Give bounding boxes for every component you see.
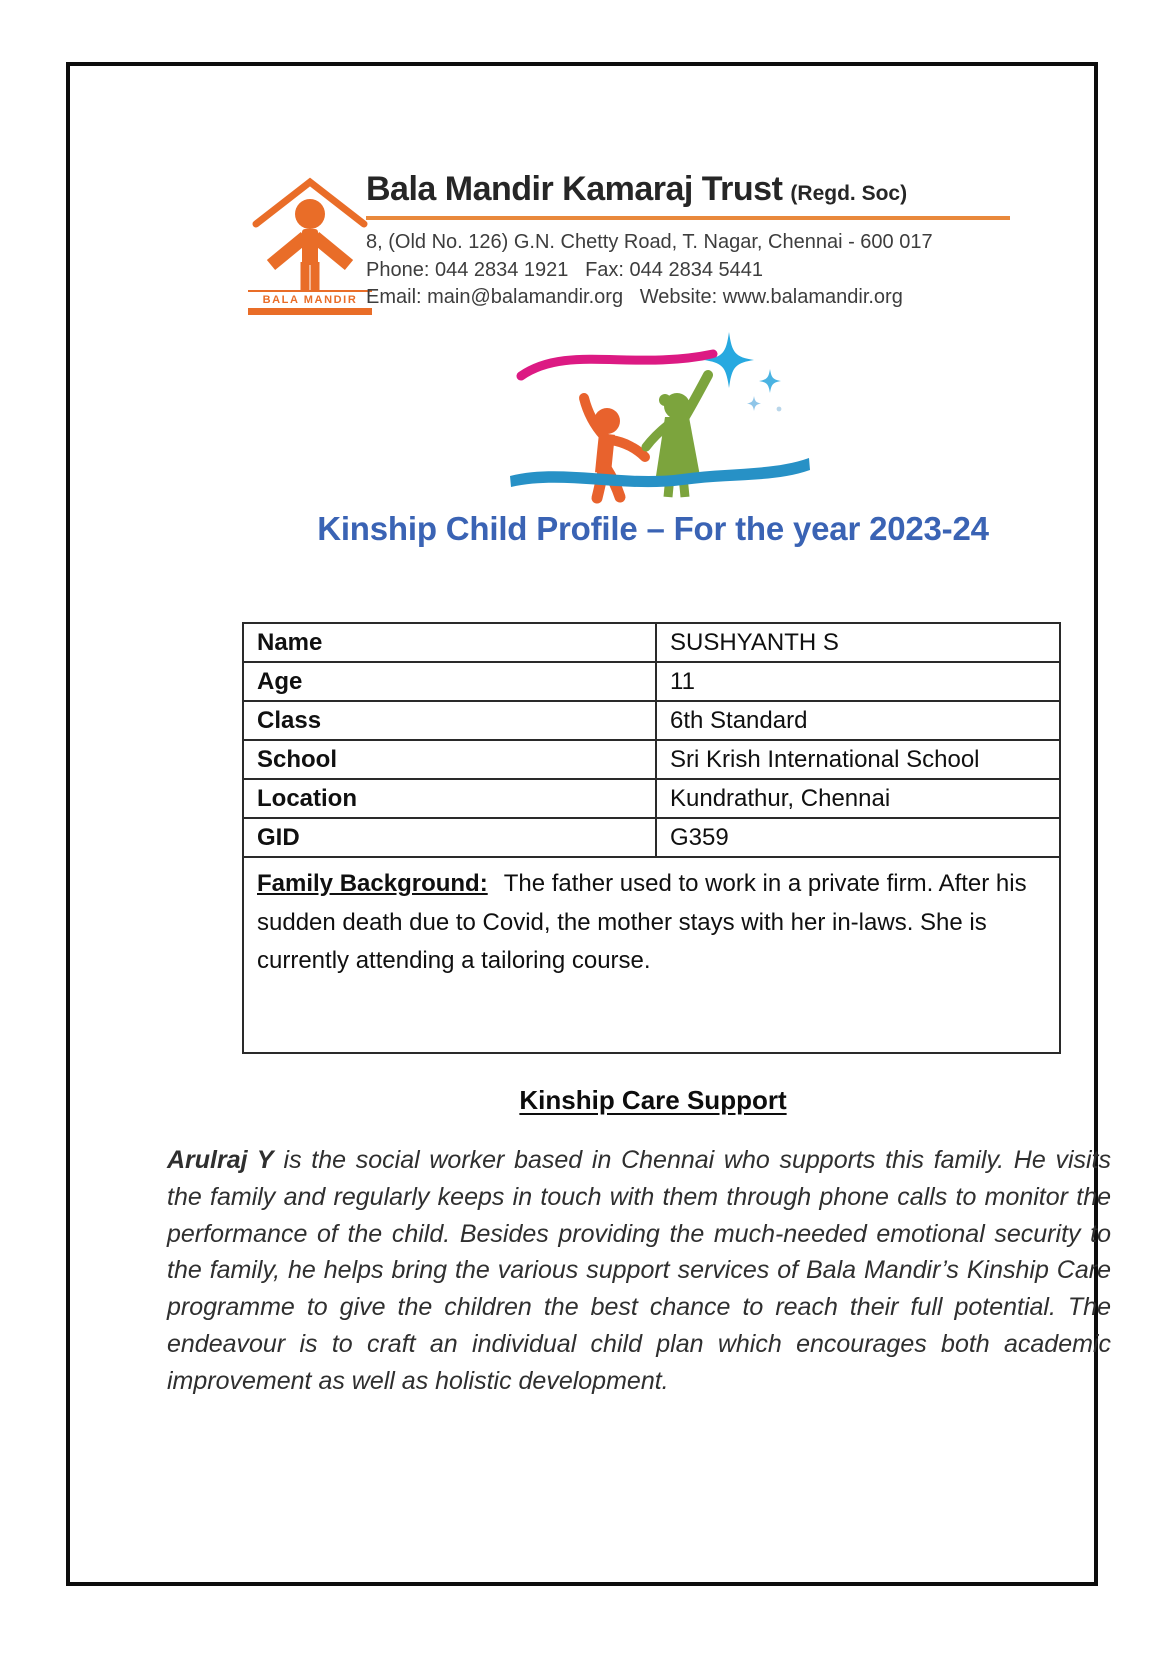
email-line: Email: main@balamandir.org Website: www.balamandir.org <box>366 286 903 308</box>
row-label-class: Class <box>243 701 656 740</box>
table-row-family-background <box>243 857 1060 1053</box>
phone-line: Phone: 044 2834 1921 Fax: 044 2834 5441 <box>366 258 764 281</box>
row-label-name: Name <box>243 623 656 662</box>
page-border <box>66 62 1111 1586</box>
family-background-cell <box>243 857 1060 1053</box>
org-suffix: (Regd. Soc) <box>790 182 908 205</box>
kinship-support-paragraph <box>167 1142 1111 1400</box>
family-background-text: The father used to work in a private firm. After his sudden death due to Covid, the mother stays with her in-laws. She is currently attending a tailoring course. <box>257 870 1027 974</box>
child-profile-table <box>242 622 1061 1054</box>
table-row <box>243 740 1060 779</box>
row-label-gid: GID <box>243 818 656 857</box>
org-name: Bala Mandir Kamaraj Trust <box>366 170 783 208</box>
social-worker-name: Arulraj Y <box>167 1146 274 1174</box>
letterhead <box>366 170 1026 312</box>
star-sparkles <box>704 332 781 411</box>
table-row <box>243 818 1060 857</box>
row-value-name: SUSHYANTH S <box>656 623 1060 662</box>
row-label-location: Location <box>243 779 656 818</box>
orange-divider <box>366 216 1010 220</box>
row-value-school: Sri Krish International School <box>656 740 1060 779</box>
house-person-logo-icon <box>248 166 372 294</box>
row-label-age: Age <box>243 662 656 701</box>
table-row <box>243 623 1060 662</box>
paragraph-text: is the social worker based in Chennai who supports this family. He visits the family and regularly keeps in touch with them through phone calls to monitor the performance of the child. Besides providing the much-needed emotional security to the family, he helps bring the various support services of Bala Mandir’s Kinship Care programme to give the children the best chance to reach their full potential. The endeavour is to craft an individual child plan which encourages both academic improvement as well as holistic development. <box>167 1146 1111 1395</box>
family-background-label: Family Background: <box>257 870 488 897</box>
row-value-gid: G359 <box>656 818 1060 857</box>
org-name-line <box>366 170 1026 209</box>
section-heading: Kinship Care Support <box>519 1085 787 1115</box>
table-row <box>243 779 1060 818</box>
children-dancing-icon <box>507 324 812 508</box>
page-title: Kinship Child Profile – For the year 2023-24 <box>317 510 989 547</box>
children-stars-graphic <box>507 324 812 508</box>
row-value-class: 6th Standard <box>656 701 1060 740</box>
address-line: 8, (Old No. 126) G.N. Chetty Road, T. Nagar, Chennai - 600 017 <box>366 231 933 253</box>
bala-mandir-logo <box>248 166 372 316</box>
row-value-age: 11 <box>656 662 1060 701</box>
row-label-school: School <box>243 740 656 779</box>
table-row <box>243 662 1060 701</box>
person-shape <box>295 199 325 265</box>
table-row <box>243 701 1060 740</box>
pink-swoosh <box>521 354 713 376</box>
logo-caption: BALA MANDIR <box>248 290 372 315</box>
row-value-location: Kundrathur, Chennai <box>656 779 1060 818</box>
